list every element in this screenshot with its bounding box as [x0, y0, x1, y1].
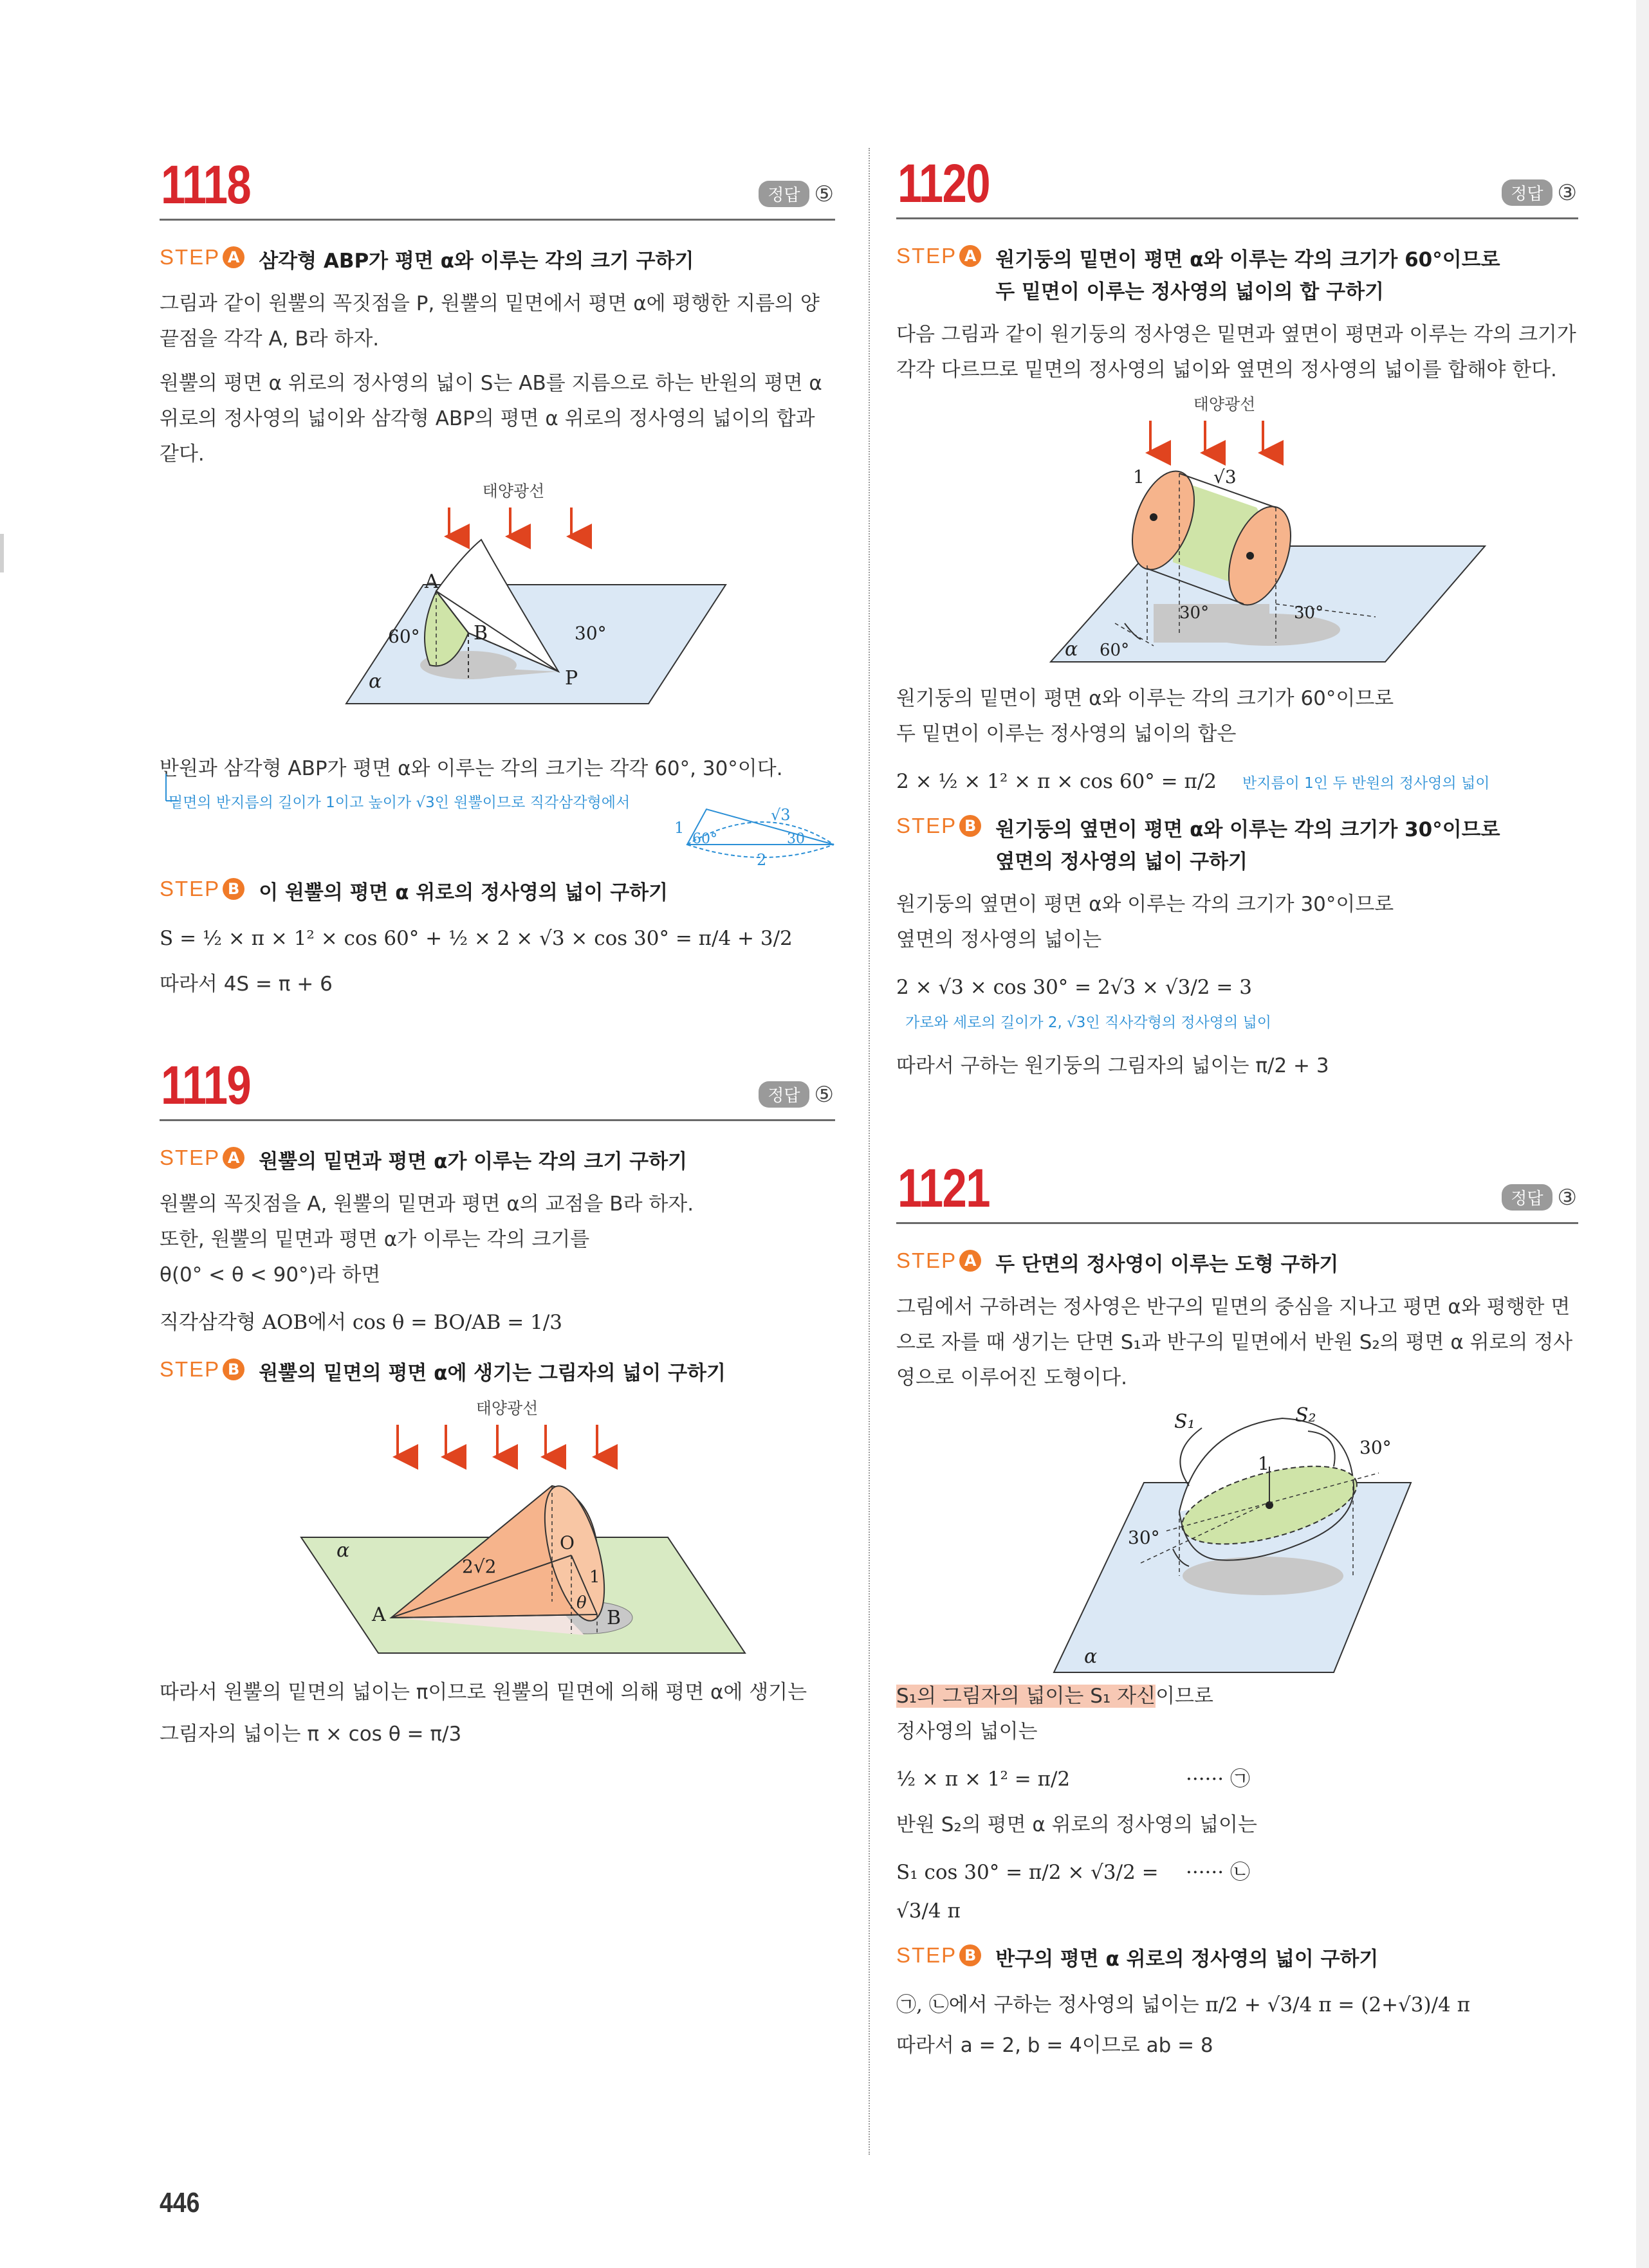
equation: ½ × π × 1² = π/2 — [896, 1768, 1071, 1791]
figure-tilted-cone — [160, 1396, 835, 1666]
problem-1118 — [160, 148, 835, 1002]
right-triangle-diagram — [160, 774, 835, 877]
step-letter: B — [959, 815, 981, 837]
step-b — [896, 1943, 1578, 1975]
step-label: STEP — [896, 1248, 957, 1272]
equation-mark: ······ ㉠ — [1186, 1768, 1250, 1791]
highlight: S₁의 그림자의 넓이는 S₁ 자신 — [896, 1685, 1156, 1708]
blue-note: 밑면의 반지름의 길이가 1이고 높이가 √3인 원뿔이므로 직각삼각형에서 — [169, 794, 631, 811]
step-title: 삼각형 ABP가 평면 α와 이루는 각의 크기 구하기 — [259, 250, 694, 273]
label-30-left: 30° — [1128, 1527, 1160, 1548]
label-A: A — [425, 571, 439, 593]
figure-caption: 태양광선 — [475, 1399, 539, 1418]
equation: 직각삼각형 AOB에서 cos θ = BO/AB = 1/3 — [160, 1311, 563, 1334]
problem-header — [160, 1048, 835, 1121]
equation-row — [896, 1750, 1578, 1798]
answer-value: ③ — [1557, 1184, 1577, 1211]
step-letter: A — [223, 1147, 244, 1169]
step-title: 반구의 평면 α 위로의 정사영의 넓이 구하기 — [995, 1948, 1379, 1971]
tilted-cone-diagram — [160, 1396, 835, 1666]
equation: 2 × √3 × cos 30° = 2√3 × √3/2 = 3 — [896, 976, 1252, 999]
equation-row — [896, 1843, 1578, 1930]
step-letter: B — [223, 878, 244, 900]
label-S1: S₁ — [1174, 1411, 1195, 1433]
paragraph: 그림과 같이 원뿔의 꼭짓점을 P, 원뿔의 밑면에서 평면 α에 평행한 지름의 양 끝점을 각각 A, B라 하자. — [160, 292, 820, 351]
label-60: 60° — [388, 626, 420, 647]
step-label: STEP — [160, 877, 221, 901]
label-A: A — [372, 1604, 386, 1626]
equation: S₁ cos 30° = π/2 × √3/2 = √3/4 π — [896, 1861, 1159, 1923]
page-number: 446 — [160, 2187, 200, 2218]
equation-mark: ······ ㉡ — [1186, 1861, 1250, 1884]
paragraph: 다음 그림과 같이 원기둥의 정사영은 밑면과 옆면이 평면과 이루는 각의 크기가 각각 다르므로 밑면의 정사영의 넓이와 옆면의 정사영의 넓이를 합해야 한다. — [896, 323, 1576, 381]
conclusion: 따라서 구하는 원기둥의 그림자의 넓이는 π/2 + 3 — [896, 1054, 1329, 1077]
paragraph: 또한, 원뿔의 밑면과 평면 α가 이루는 각의 크기를 — [160, 1228, 590, 1251]
step-a — [160, 245, 835, 277]
step-label: STEP — [160, 1357, 221, 1381]
step-label: STEP — [896, 244, 957, 268]
paragraph: 반원과 삼각형 ABP가 평면 α와 이루는 각의 크기는 각각 60°, 30°이다. — [160, 757, 783, 780]
problem-number: 1119 — [161, 1055, 251, 1115]
step-title — [995, 814, 1500, 878]
step-letter: B — [959, 1944, 981, 1966]
paragraph: θ(0° < θ < 90°)라 하면 — [160, 1263, 381, 1286]
blue-note: 반지름이 1인 두 반원의 정사영의 넓이 — [1242, 774, 1490, 792]
step-a — [896, 244, 1578, 308]
page-margin-mark — [0, 534, 4, 572]
step-title: 두 단면의 정사영이 이루는 도형 구하기 — [995, 1253, 1339, 1276]
label-B: B — [474, 622, 488, 645]
label-1: 1 — [1133, 466, 1145, 488]
figure-hemisphere — [896, 1402, 1578, 1679]
label-1: 1 — [589, 1568, 600, 1587]
problem-header — [896, 1151, 1578, 1224]
paragraph: 옆면의 정사영의 넓이는 — [896, 928, 1102, 951]
paragraph: 원뿔의 꼭짓점을 A, 원뿔의 밑면과 평면 α의 교점을 B라 하자. — [160, 1193, 694, 1216]
step-title: 원뿔의 밑면과 평면 α가 이루는 각의 크기 구하기 — [259, 1150, 688, 1173]
paragraph: 따라서 원뿔의 밑면의 넓이는 π이므로 원뿔의 밑면에 의해 평면 α에 생기는 — [160, 1681, 807, 1704]
label-S2: S₂ — [1295, 1404, 1316, 1427]
paragraph: 그림에서 구하려는 정사영은 반구의 밑면의 중심을 지나고 평면 α와 평행한 면으로 자를 때 생기는 단면 S₁과 반구의 밑면에서 반원 S₂의 평면 α 위로의 정사영으로 이루어진 도형이다. — [896, 1295, 1573, 1389]
step-letter: B — [223, 1358, 244, 1380]
label-30-left: 30° — [1179, 603, 1210, 623]
answer-value: ⑤ — [814, 181, 834, 207]
step-b — [160, 1357, 835, 1389]
paragraph-tail: 이므로 — [1156, 1685, 1213, 1708]
tri-label-2: 2 — [757, 851, 767, 869]
label-B: B — [607, 1607, 622, 1629]
step-label: STEP — [160, 1146, 221, 1169]
label-alpha: α — [1084, 1645, 1098, 1668]
step-title: 원뿔의 밑면의 평면 α에 생기는 그림자의 넓이 구하기 — [259, 1362, 726, 1385]
paragraph: 원기둥의 옆면이 평면 α와 이루는 각의 크기가 30°이므로 — [896, 893, 1394, 916]
problem-number: 1121 — [898, 1158, 990, 1218]
answer-tag: 정답 — [759, 1081, 809, 1108]
step-a — [896, 1248, 1578, 1281]
equation: S = ½ × π × 1² × cos 60° + ½ × 2 × √3 × cos 30° = π/4 + 3/2 — [160, 927, 793, 950]
figure-caption: 태양광선 — [482, 482, 545, 500]
label-alpha: α — [1065, 638, 1078, 661]
step-label: STEP — [896, 1943, 957, 1967]
label-theta: θ — [576, 1593, 587, 1613]
tri-label-1: 1 — [674, 819, 685, 837]
label-1: 1 — [1258, 1453, 1269, 1474]
answer-tag: 정답 — [1502, 1184, 1552, 1211]
hemisphere-diagram — [896, 1402, 1578, 1679]
step-label: STEP — [896, 814, 957, 837]
column-divider — [869, 148, 870, 2155]
step-letter: A — [959, 245, 981, 267]
answer-badge — [1502, 1184, 1577, 1211]
step-letter: A — [223, 246, 244, 268]
answer-tag: 정답 — [1502, 179, 1552, 206]
problem-header — [160, 148, 835, 221]
cylinder-diagram — [896, 392, 1578, 675]
problem-1120 — [896, 147, 1578, 1084]
label-P: P — [565, 667, 578, 690]
answer-value: ⑤ — [814, 1081, 834, 1108]
paragraph: 원뿔의 평면 α 위로의 정사영의 넓이 S는 AB를 지름으로 하는 반원의 평면 α 위로의 정사영의 넓이와 삼각형 ABP의 평면 α 위로의 정사영의 넓이의 합과 같다. — [160, 372, 822, 466]
problem-1121 — [896, 1151, 1578, 2063]
problem-header — [896, 147, 1578, 219]
tri-label-30: 30 — [787, 831, 805, 847]
paragraph: 정사영의 넓이는 — [896, 1720, 1038, 1743]
paragraph: 두 밑면이 이루는 정사영의 넓이의 합은 — [896, 722, 1237, 745]
note-row — [160, 787, 835, 890]
paragraph: 원기둥의 밑면이 평면 α와 이루는 각의 크기가 60°이므로 — [896, 687, 1394, 710]
equation: ㉠, ㉡에서 구하는 정사영의 넓이는 π/2 + √3/4 π = (2+√3)/4 π — [896, 1993, 1471, 2017]
problem-number: 1118 — [161, 154, 251, 215]
step-title: 이 원뿔의 평면 α 위로의 정사영의 넓이 구하기 — [259, 881, 668, 904]
step-title-line2: 두 밑면이 이루는 정사영의 넓이의 합 구하기 — [995, 280, 1384, 304]
step-label: STEP — [160, 245, 221, 269]
label-2sqrt2: 2√2 — [462, 1556, 497, 1577]
step-a — [160, 1146, 835, 1178]
label-O: O — [560, 1532, 575, 1553]
label-60: 60° — [1100, 641, 1130, 660]
figure-cylinder — [896, 392, 1578, 675]
tri-label-sqrt3: √3 — [771, 806, 791, 824]
answer-value: ③ — [1557, 179, 1577, 206]
conclusion: 따라서 4S = π + 6 — [160, 973, 333, 996]
step-title-line1: 원기둥의 밑면이 평면 α와 이루는 각의 크기가 60°이므로 — [995, 248, 1500, 271]
answer-badge — [759, 181, 834, 207]
paragraph — [896, 1679, 1578, 1714]
step-title-line2: 옆면의 정사영의 넓이 구하기 — [995, 850, 1248, 873]
paragraph: 반원 S₂의 평면 α 위로의 정사영의 넓이는 — [896, 1813, 1257, 1836]
figure-cone-shadow — [160, 479, 835, 749]
label-30-right: 30° — [1359, 1437, 1392, 1458]
answer-badge — [1502, 179, 1577, 206]
problem-1119 — [160, 1048, 835, 1752]
equation: 2 × ½ × 1² × π × cos 60° = π/2 — [896, 770, 1217, 793]
figure-caption: 태양광선 — [1193, 395, 1256, 414]
label-30: 30° — [575, 623, 607, 644]
label-alpha: α — [369, 670, 382, 693]
label-sqrt3: √3 — [1213, 466, 1237, 488]
tri-label-60: 60° — [692, 831, 717, 847]
step-title-line1: 원기둥의 옆면이 평면 α와 이루는 각의 크기가 30°이므로 — [995, 818, 1500, 841]
label-alpha: α — [336, 1539, 350, 1562]
equation-row — [896, 752, 1578, 801]
step-title — [995, 244, 1500, 308]
conclusion: 따라서 a = 2, b = 4이므로 ab = 8 — [896, 2034, 1213, 2057]
cone-diagram — [160, 479, 835, 749]
answer-badge — [759, 1081, 834, 1108]
step-letter: A — [959, 1250, 981, 1272]
paragraph: 그림자의 넓이는 π × cos θ = π/3 — [160, 1723, 462, 1746]
answer-tag: 정답 — [759, 181, 809, 207]
step-b — [896, 814, 1578, 878]
problem-number: 1120 — [898, 153, 990, 214]
blue-note: 가로와 세로의 길이가 2, √3인 직사각형의 정사영의 넓이 — [905, 1014, 1271, 1031]
page-edge-shadow — [1636, 0, 1649, 2268]
label-30-right: 30° — [1294, 603, 1324, 623]
